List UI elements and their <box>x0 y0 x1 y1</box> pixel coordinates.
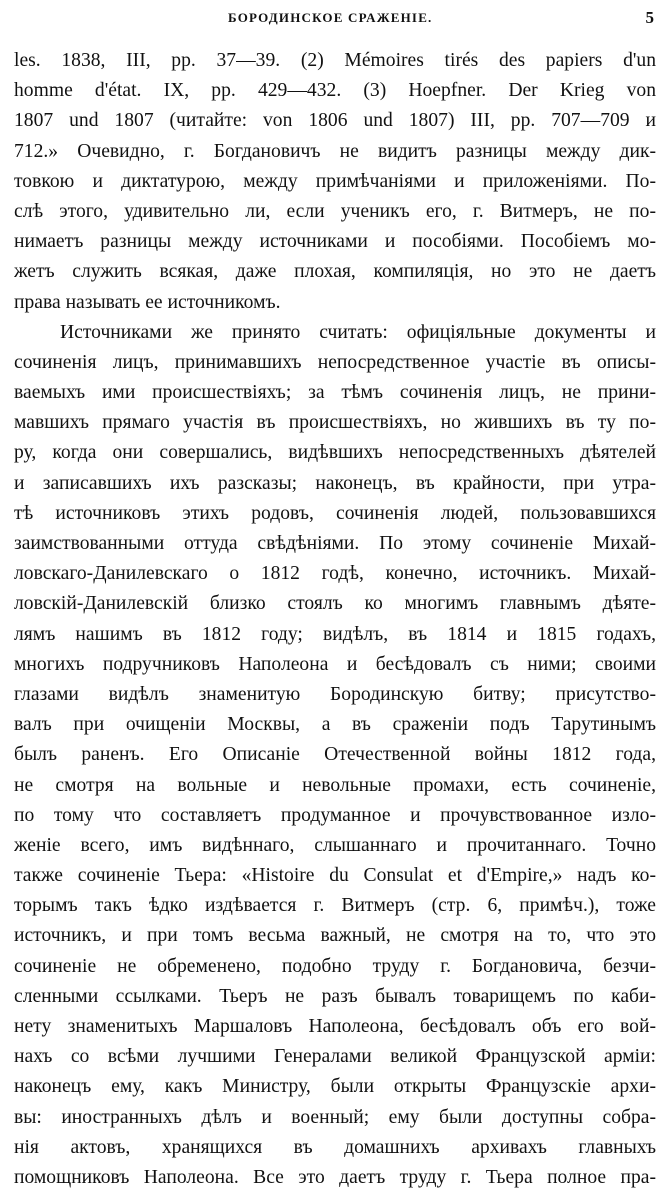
text-line: торымъ такъ ѣдко издѣвается г. Витмеръ (стр. 6, примѣч.), тоже <box>14 895 656 917</box>
text-line: нимаетъ разницы между источниками и пособіями. Пособіемъ мо- <box>14 231 656 253</box>
text-line: источникъ, и при томъ весьма важный, не смотря на то, что это <box>14 925 656 947</box>
text-line: женіе всего, имъ видѣннаго, слышаннаго и прочитаннаго. Точно <box>14 834 656 856</box>
text-line: тѣ источниковъ этихъ родовъ, сочиненія людей, пользовавшихся <box>14 502 656 524</box>
text-line: ловскій-Данилевскій близко стоялъ ко многимъ главнымъ дѣяте- <box>14 593 656 615</box>
text-line: вы: иностранныхъ дѣлъ и военный; ему были доступны собра- <box>14 1106 656 1128</box>
text-line: 712.» Очевидно, г. Богдановичъ не видитъ разницы между дик- <box>14 140 656 162</box>
text-line: ру, когда они совершались, видѣвшихъ непосредственныхъ дѣятелей <box>14 442 656 464</box>
paragraph <box>14 46 656 318</box>
text-line: сленными ссылками. Тьеръ не разъ бывалъ товарищемъ по каби- <box>14 985 656 1007</box>
text-line: глазами видѣлъ знаменитую Бородинскую битву; присутство- <box>14 683 656 705</box>
text-line: les. 1838, III, pp. 37—39. (2) Mémoires tirés des papiers d'un <box>14 50 656 71</box>
text-line: жетъ служить всякая, даже плохая, компиляція, но это не даетъ <box>14 261 656 283</box>
text-line: Источниками же принято считать: офиціяльные документы и <box>60 321 656 343</box>
text-line: сочиненіе не обременено, подобно труду г. Богдановича, безчи- <box>14 955 656 977</box>
text-line: права называть ее источникомъ. <box>14 291 281 313</box>
text-line: многихъ подручниковъ Наполеона и бесѣдовалъ съ ними; своими <box>14 653 656 675</box>
text-line: и записавшихъ ихъ разсказы; наконецъ, въ крайности, при утра- <box>14 472 656 494</box>
text-line: ваемыхъ ими происшествіяхъ; за тѣмъ сочиненія лицъ, не прини- <box>14 382 656 404</box>
page-number: 5 <box>645 8 654 27</box>
text-line: помощниковъ Наполеона. Все это даетъ труду г. Тьера полное пра- <box>14 1166 656 1188</box>
text-line: сочиненія лицъ, принимавшихъ непосредственное участіе въ описы- <box>14 351 656 373</box>
text-line: не смотря на вольные и невольные промахи, есть сочиненіе, <box>14 774 656 796</box>
text-line: нія актовъ, хранящихся въ домашнихъ архивахъ главныхъ <box>14 1136 656 1158</box>
text-line: нахъ со всѣми лучшими Генералами великой Французской арміи: <box>14 1046 656 1068</box>
body-text <box>14 46 656 1193</box>
text-line: ловскаго-Данилевскаго о 1812 годѣ, конечно, источникъ. Михай- <box>14 563 656 585</box>
text-line: нету знаменитыхъ Маршаловъ Наполеона, бесѣдовалъ объ его вой- <box>14 1016 656 1037</box>
paragraph <box>14 318 656 1193</box>
text-line: валъ при очищеніи Москвы, а въ сраженіи подъ Тарутинымъ <box>14 714 656 736</box>
text-line: наконецъ ему, какъ Министру, были открыты Французскіе архи- <box>14 1076 656 1098</box>
text-line: слѣ этого, удивительно ли, если ученикъ его, г. Витмеръ, не по- <box>14 200 656 222</box>
text-line: заимствованными оттуда свѣдѣніями. По этому сочиненіе Михай- <box>14 533 656 554</box>
text-line: мавшихъ прямаго участія въ происшествіяхъ, но жившихъ въ ту по- <box>14 412 656 434</box>
running-title: БОРОДИНСКОЕ СРАЖЕНІЕ. <box>228 10 433 25</box>
text-line: былъ раненъ. Его Описаніе Отечественной войны 1812 года, <box>14 744 656 766</box>
text-line: 1807 und 1807 (читайте: von 1806 und 1807) III, pp. 707—709 и <box>14 110 656 132</box>
text-line: товкою и диктатурою, между примѣчаніями и приложеніями. По- <box>14 170 656 192</box>
text-line: лямъ нашимъ въ 1812 году; видѣлъ, въ 1814 и 1815 годахъ, <box>14 623 656 645</box>
text-line: homme d'état. IX, pp. 429—432. (3) Hoepfner. Der Krieg von <box>14 80 656 102</box>
text-line: также сочиненіе Тьера: «Histoire du Consulat et d'Empire,» надъ ко- <box>14 865 656 887</box>
text-line: по тому что составляетъ продуманное и прочувствованное изло- <box>14 804 656 826</box>
